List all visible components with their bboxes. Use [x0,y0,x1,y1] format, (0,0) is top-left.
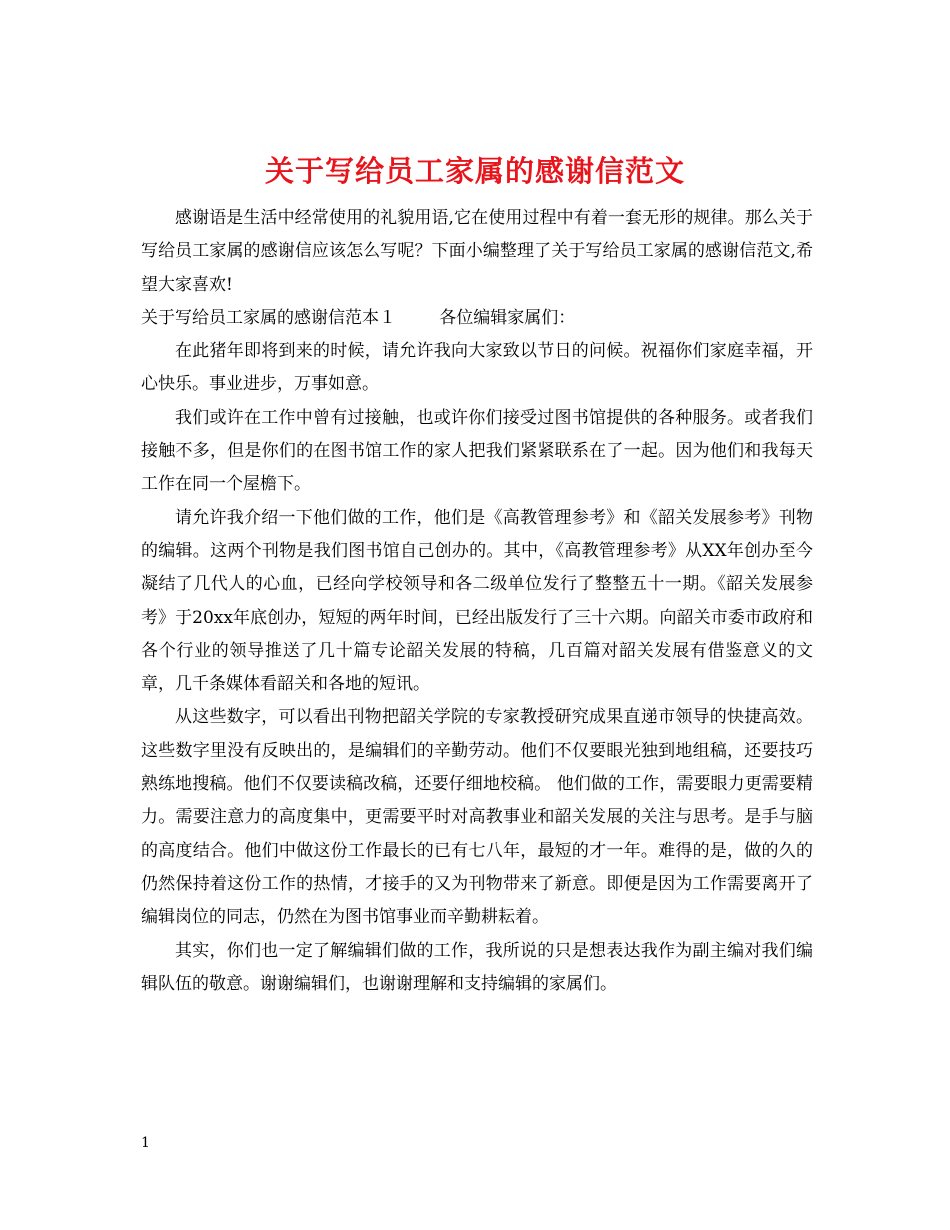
body-paragraph-1: 在此猪年即将到来的时候，请允许我向大家致以节日的问候。祝福你们家庭幸福，开心快乐。事业进步，万事如意。 [141,341,813,395]
intro-paragraph: 感谢语是生活中经常使用的礼貌用语,它在使用过程中有着一套无形的规律。那么关于写给员工家属的感谢信应该怎么写呢？下面小编整理了关于写给员工家属的感谢信范文,希望大家喜欢! [141,208,813,295]
salutation: 各位编辑家属们： [439,307,576,328]
body-paragraph-2: 我们或许在工作中曾有过接触，也或许你们接受过图书馆提供的各种服务。或者我们接触不多，但是你们的在图书馆工作的家人把我们紧紧联系在了一起。因为他们和我每天工作在同一个屋檐下。 [141,407,813,495]
sample-heading-line [141,302,813,335]
document-title: 关于写给员工家属的感谢信范文 [264,154,685,189]
heading-spacer [396,308,439,328]
body-paragraph-5: 其实，你们也一定了解编辑们做的工作，我所说的只是想表达我作为副主编对我们编辑队伍的敬意。谢谢编辑们，也谢谢理解和支持编辑的家属们。 [141,940,813,994]
body-paragraph-4: 从这些数字，可以看出刊物把韶关学院的专家教授研究成果直递市领导的快捷高效。这些数字里没有反映出的，是编辑们的辛勤劳动。他们不仅要眼光独到地组稿，还要技巧熟练地搜稿。他们不仅要读稿改稿，还要仔细地校稿。 他们做的工作，需要眼力更需要精力。需要注意力的高度集中，更需要平时对高教事业和韶关发展的关注与思考。是手与脑的高度结合。他们中做这份工作最长的已有七八年，最短的才一年。难得的是，做的久的仍然保持着这份工作的热情，才接手的又为刊物带来了新意。即便是因为工作需要离开了编辑岗位的同志，仍然在为图书馆事业而辛勤耕耘着。 [141,707,813,928]
page-number: 1 [141,1135,150,1151]
body-paragraph-3: 请允许我介绍一下他们做的工作，他们是《高教管理参考》和《韶关发展参考》刊物的编辑。这两个刊物是我们图书馆自己创办的。其中，《高教管理参考》从XX年创办至今凝结了几代人的心血，已经向学校领导和各二级单位发行了整整五十一期。《韶关发展参考》于20xx年底创办，短短的两年时间，已经出版发行了三十六期。向韶关市委市政府和各个行业的领导推送了几十篇专论韶关发展的特稿，几百篇对韶关发展有借鉴意义的文章，几千条媒体看韶关和各地的短讯。 [141,507,813,695]
sample-heading: 关于写给员工家属的感谢信范本１ [141,307,396,328]
document-body [141,202,813,1001]
